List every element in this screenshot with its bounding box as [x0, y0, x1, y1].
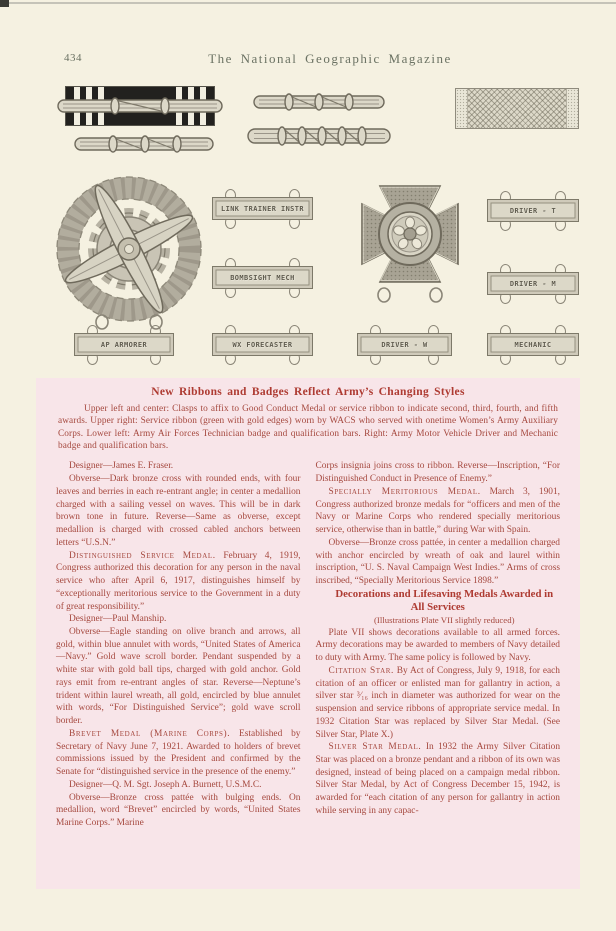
paragraph: Corps insignia joins cross to ribbon. Reverse—Inscription, “For Distinguished Conduct in Presence of Enemy.” — [315, 461, 560, 485]
medal-name: Distinguished Service Medal. — [69, 550, 216, 561]
two-column-text — [56, 460, 560, 829]
paragraph: Plate VII shows decorations available to all armed forces. Army decorations may be awarded to members of Navy detailed to duty with Army. The same policy is followed by Navy. — [315, 627, 560, 664]
paragraph: Obverse—Bronze cross pattée with bulging ends. On medallion, word “Brevet” encircled by words, “United States Marine Corps.” Marine — [56, 792, 301, 828]
paragraph: Designer—Paul Manship. — [69, 614, 167, 625]
qualification-bar-bombsight — [212, 266, 313, 289]
article-panel — [36, 378, 580, 889]
scan-corner-mark — [0, 0, 9, 7]
clasp-3-knots-icon — [74, 134, 214, 154]
right-column — [316, 460, 561, 829]
clasp-5-knots-icon — [247, 124, 391, 148]
qualification-bar-driver-t — [487, 199, 579, 222]
caption-title: New Ribbons and Badges Reflect Army’s Changing Styles — [151, 386, 465, 398]
bar-label: DRIVER - M — [509, 279, 557, 288]
ribbon-edge — [566, 89, 578, 128]
medal-name: Silver Star Medal. — [328, 742, 422, 753]
paragraph-text: February 4, 1919, Congress authorized this decoration for any person in the naval service who after April 6, 1917, distinguishes himself by “exceptionally meritorious service to the Government in a duty of great responsibility.” — [56, 550, 301, 612]
wac-service-ribbon-icon — [455, 88, 579, 129]
bar-face — [74, 333, 174, 356]
bar-label: BOMBSIGHT MECH — [230, 273, 295, 282]
paragraph: Obverse—Dark bronze cross with rounded ends, with four leaves and berries in each re-entrant angle; in center a medallion charged with a sailing vessel on waves. This will be in dark brown tone in future. Reverse—Same as obverse, except medallion is charged with crossed cabled anchors between letters “U.S.N.” — [56, 474, 301, 548]
clasp-3-knots-icon — [253, 92, 385, 112]
bar-label: LINK TRAINER INSTR — [220, 204, 305, 213]
medal-name: Citation Star. — [328, 665, 394, 676]
paragraph: Designer—Q. M. Sgt. Joseph A. Burnett, U.S.M.C. — [69, 779, 262, 790]
qualification-bar-wx-forecaster — [212, 333, 313, 356]
bar-face — [212, 333, 313, 356]
paragraph-text: March 3, 1901, Congress authorized bronze medals for “officers and men of the Navy or Marine Corps who rendered specially meritorious service, otherwise than in battle,” during War with Spain. — [315, 486, 561, 536]
paragraph — [316, 665, 561, 741]
bar-label: AP ARMORER — [100, 340, 148, 349]
section-heading: Decorations and Lifesaving Medals Awarded in All Services — [335, 587, 554, 614]
driver-mechanic-badge-icon — [354, 178, 466, 310]
paragraph: Obverse—Bronze cross pattée, in center a medallion charged with anchor encircled by wreath of oak and laurel within inscription, “U. S. Naval Campaign West Indies.” Arms of cross inscribed, “Specially Meritorious Service 1898.” — [315, 537, 560, 587]
bar-face — [357, 333, 452, 356]
paragraph-text: In 1932 the Army Silver Citation Star was placed on a bronze pendant and a ribbon of its own was designed, instead of being placed on a campaign medal ribbon. Silver Star Medal, by Act of Congress December 15, 1942, is awarded for “each citation of any person for gallantry in action while serving in any capac- — [315, 742, 561, 816]
bar-label: DRIVER - T — [509, 206, 557, 215]
qualification-bar-mechanic — [487, 333, 579, 356]
paragraph — [316, 741, 561, 817]
bar-label: WX FORECASTER — [232, 340, 293, 349]
paragraph-text: By Act of Congress, July 9, 1918, for each citation of an officer or enlisted man for gallantry in action, a silver star ³⁄₁₆ inch in diameter was authorized for wear on the suspension and service ribbons of appropriate service medal. In 1932 Citation Star was replaced by Silver Star Medal. (See Silver Star, Plate X.) — [315, 665, 560, 740]
scan-edge-line — [0, 2, 616, 4]
ribbon-edge — [456, 89, 468, 128]
bar-face — [487, 199, 579, 222]
page-number: 434 — [64, 52, 82, 64]
aaf-technician-badge-icon — [50, 174, 208, 334]
paragraph — [56, 550, 301, 614]
paragraph — [316, 486, 561, 537]
qualification-bar-link-trainer — [212, 197, 313, 220]
bar-face — [212, 197, 313, 220]
qualification-bar-driver-m — [487, 272, 579, 295]
left-column — [56, 460, 301, 829]
magazine-title: The National Geographic Magazine — [208, 51, 452, 66]
bar-label: MECHANIC — [514, 340, 552, 349]
paragraph-text: Established by Secretary of Navy June 7, 1921. Awarded to holders of brevet commissions issued by the President and confirmed by the Senate for “distinguished service in the presence of the enemy.” — [56, 728, 301, 778]
qualification-bar-driver-w — [357, 333, 452, 356]
bar-face — [487, 333, 579, 356]
good-conduct-ribbon-icon — [66, 87, 214, 125]
section-subheading: (Illustrations Plate VII slightly reduced) — [373, 614, 515, 625]
paragraph: Designer—James E. Fraser. — [69, 461, 174, 472]
bar-face — [487, 272, 579, 295]
qualification-bar-ap-armorer — [74, 333, 174, 356]
paragraph — [56, 728, 301, 779]
medal-name: Brevet Medal (Marine Corps). — [69, 728, 231, 739]
clasp-2-knots-icon — [57, 97, 223, 115]
paragraph: Obverse—Eagle standing on olive branch and arrows, all gold, within blue annulet with words, “United States of America—Navy.” Gold wave scroll border. Pendant suspended by a white star with gold ball tips, charged with gold anchor. Gold rays emit from re-entrant angles of star. Reverse—Neptune’s trident within laurel wreath, all gold, encircled by blue annulet with words, “For Distinguished Service”; gold wave scroll border. — [56, 626, 301, 727]
medal-name: Specially Meritorious Medal. — [328, 486, 481, 497]
bar-face — [212, 266, 313, 289]
caption-body: Upper left and center: Clasps to affix to Good Conduct Medal or service ribbon to indicate second, third, fourth, and fifth awards. Upper right: Service ribbon (green with gold edges) worn by WACS who served with onetime Women’s Army Auxiliary Corps. Lower left: Army Air Forces Technician badge and qualification bars. Right: Army Motor Vehicle Driver and Mechanic badge and qualification bars. — [58, 404, 558, 452]
bar-label: DRIVER - W — [381, 340, 428, 349]
